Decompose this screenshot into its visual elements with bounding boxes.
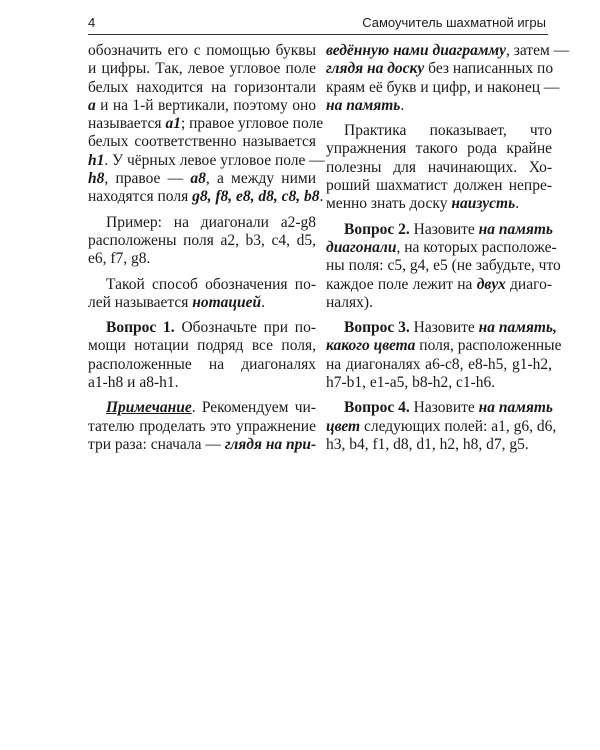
question-label: Вопрос 3.	[344, 319, 410, 337]
left-text-column	[88, 42, 325, 454]
text-segment: .	[515, 195, 520, 213]
emphasis-text: a	[88, 96, 96, 114]
text-segment: Назовите	[409, 220, 479, 238]
question-label: Вопрос 4.	[344, 399, 410, 417]
text-line	[88, 133, 316, 151]
text-line	[88, 232, 316, 250]
paragraph-gap	[326, 392, 552, 399]
emphasis-text: на память,	[478, 319, 557, 337]
text-line	[326, 78, 560, 97]
running-header	[88, 14, 548, 35]
text-segment: .	[261, 293, 265, 311]
emphasis-text: ведённую нами диаграмму	[326, 42, 506, 59]
text-segment: Пример: на диагонали a2-g8	[106, 213, 316, 231]
text-line	[326, 159, 552, 177]
paragraph-gap	[88, 207, 316, 214]
emphasis-text: на память	[326, 96, 401, 114]
text-line	[88, 79, 316, 97]
emphasis-text: нотацией	[192, 293, 262, 311]
emphasis-text: глядя на доску	[326, 60, 425, 78]
text-segment: Обозначьте при по-	[174, 319, 316, 337]
paragraph-gap	[88, 392, 316, 399]
text-segment: упражнения такого рода крайне	[326, 140, 552, 158]
text-segment: расположены поля a2, b3, c4, d5,	[88, 231, 316, 249]
text-segment: Такой способ обозначения по-	[106, 275, 316, 293]
text-line	[326, 436, 552, 454]
text-line	[326, 221, 552, 239]
right-text-column	[326, 42, 570, 454]
paragraph-gap	[326, 115, 552, 122]
text-line	[88, 374, 316, 392]
text-line	[326, 276, 552, 294]
text-segment: мощи нотации подряд все поля,	[88, 337, 316, 355]
text-line	[88, 42, 316, 60]
text-segment: . У чёрных левое угловое поле —	[104, 151, 325, 169]
text-line	[326, 195, 552, 213]
text-line	[88, 60, 316, 78]
page-number: 4	[88, 15, 96, 30]
text-segment: на диагоналях a6-c8, e8-h5, g1-h2,	[326, 355, 552, 373]
text-segment: ; правое угловое поле	[180, 115, 324, 133]
text-segment: , на которых расположе-	[396, 238, 557, 256]
emphasis-text: на память	[478, 220, 554, 238]
text-line	[88, 214, 316, 232]
emphasis-text: наизусть	[451, 195, 516, 213]
text-segment: , затем —	[505, 42, 570, 59]
emphasis-text: Примечание	[106, 399, 192, 417]
paragraph-gap	[326, 214, 552, 221]
text-segment: менно знать доску	[326, 195, 452, 213]
text-line	[88, 418, 316, 436]
text-line	[88, 97, 316, 115]
text-segment: a1-h8 и a8-h1.	[88, 374, 179, 392]
text-segment: следующих полей: a1, g6, d6,	[360, 417, 557, 435]
text-segment: поля, расположенные	[415, 337, 562, 355]
question-label: Вопрос 2.	[344, 220, 410, 238]
paragraph-gap	[88, 312, 316, 319]
text-segment: .	[400, 96, 405, 114]
text-line	[326, 417, 557, 436]
text-line	[88, 151, 325, 170]
paragraph-gap	[326, 312, 552, 319]
text-segment: краям её букв и цифр, и наконец —	[326, 78, 560, 96]
text-segment: находятся поля	[88, 188, 193, 206]
text-segment: тателю проделать это упражнение	[88, 417, 316, 435]
text-line	[88, 294, 316, 312]
paragraph-gap	[88, 269, 316, 276]
text-line	[326, 374, 552, 392]
text-segment: роший шахматист должен непре-	[326, 177, 552, 195]
text-line	[326, 399, 552, 417]
text-segment: диаго-	[505, 275, 552, 293]
text-line	[88, 170, 316, 188]
text-line	[326, 177, 552, 195]
emphasis-text: h8	[88, 170, 105, 188]
text-line	[88, 356, 316, 374]
text-line	[326, 319, 557, 337]
text-line	[326, 122, 552, 140]
text-segment: , а между ними	[205, 170, 316, 188]
text-segment: e6, f7, g8.	[88, 250, 151, 268]
text-segment: ны поля: c5, g4, e5 (не забудьте, что	[326, 257, 561, 275]
text-line	[88, 399, 316, 417]
emphasis-text: h1	[88, 151, 105, 169]
emphasis-text: a1	[165, 115, 181, 133]
text-segment: обозначить его с помощью буквы	[88, 42, 316, 59]
emphasis-text: a8	[190, 170, 206, 188]
text-line	[88, 436, 316, 454]
text-line	[88, 115, 324, 133]
text-line	[88, 250, 316, 268]
text-line	[88, 319, 316, 337]
emphasis-text: диагонали	[326, 238, 397, 256]
text-segment: лей называется	[88, 293, 193, 311]
text-segment: h7-b1, e1-a5, b8-h2, c1-h6.	[326, 374, 496, 392]
running-title: Самоучитель шахматной игры	[362, 15, 546, 30]
text-line	[326, 42, 570, 60]
text-segment: без написанных по	[424, 60, 554, 78]
text-segment: белых находится на горизонтали	[88, 78, 316, 96]
text-segment: Практика показывает, что	[344, 122, 552, 140]
emphasis-text: на память	[478, 399, 554, 417]
text-line	[326, 140, 552, 158]
text-line	[326, 294, 552, 312]
text-line	[326, 60, 552, 78]
text-line	[326, 238, 557, 257]
emphasis-text: цвет	[326, 417, 361, 435]
text-line	[88, 188, 324, 206]
text-segment: Назовите	[409, 319, 479, 337]
text-line	[326, 257, 561, 275]
text-segment: называется	[88, 115, 166, 133]
text-segment: белых соответственно называется	[88, 133, 316, 151]
text-segment: расположенные на диагоналях	[88, 355, 316, 373]
text-segment: и на 1-й вертикали, поэтому оно	[95, 96, 316, 114]
text-segment: . Рекомендуем чи-	[191, 399, 316, 417]
text-segment: налях).	[326, 293, 373, 311]
text-segment: Назовите	[409, 399, 479, 417]
text-line	[88, 337, 316, 355]
text-segment: каждое поле лежит на	[326, 275, 477, 293]
text-segment: , правое —	[104, 170, 191, 188]
emphasis-text: g8, f8, e8, d8, c8, b8	[192, 188, 320, 206]
emphasis-text: глядя на при-	[224, 435, 317, 453]
text-line	[326, 337, 562, 355]
text-segment: полезны для начинающих. Хо-	[326, 158, 552, 176]
text-segment: и цифры. Так, левое угловое поле	[88, 60, 316, 78]
emphasis-text: двух	[476, 275, 506, 293]
question-label: Вопрос 1.	[106, 319, 175, 337]
text-segment: h3, b4, f1, d8, d1, h2, h8, d7, g5.	[326, 435, 529, 453]
text-line	[326, 97, 552, 115]
text-line	[88, 276, 316, 294]
emphasis-text: какого цвета	[326, 337, 416, 355]
text-segment: три раза: сначала —	[88, 435, 225, 453]
text-line	[326, 356, 552, 374]
text-segment: .	[319, 188, 324, 206]
